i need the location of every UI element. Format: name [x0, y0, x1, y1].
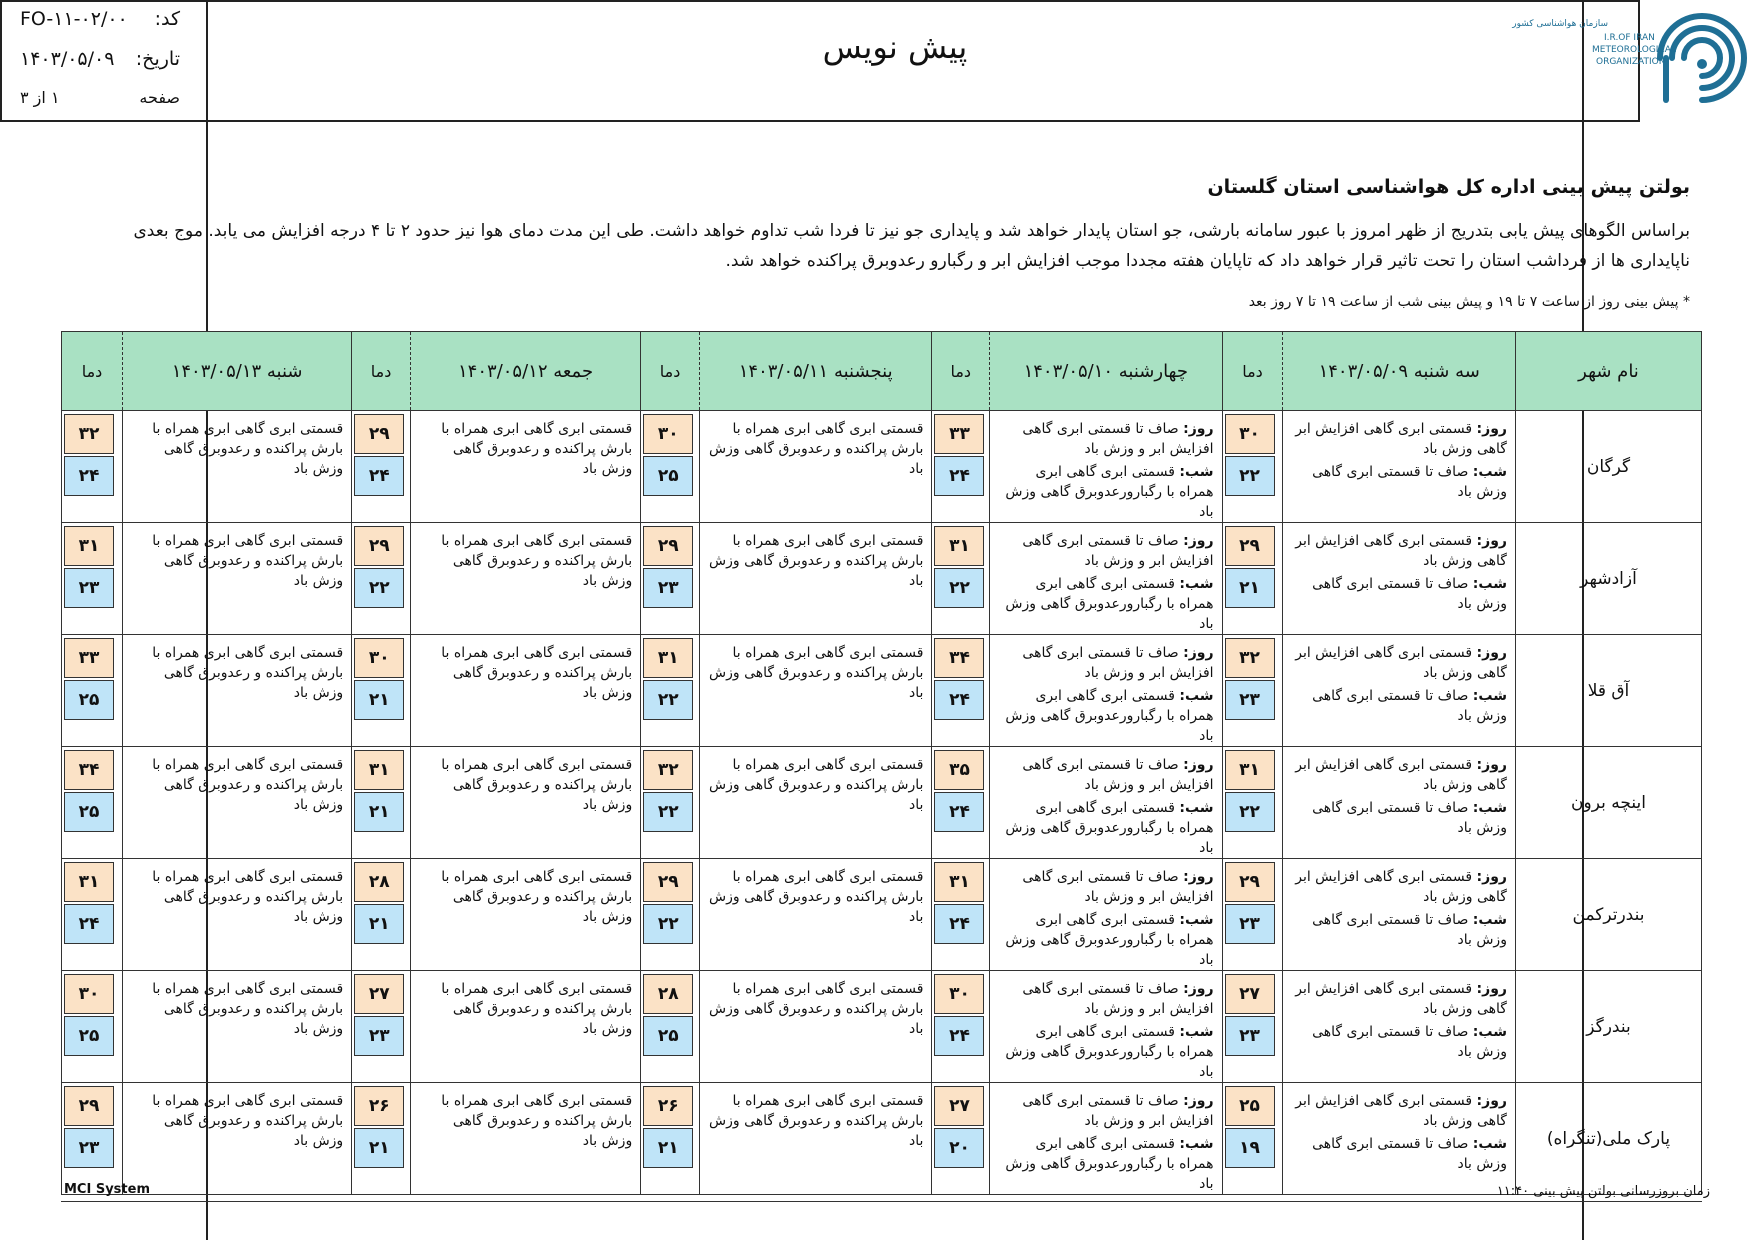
forecast-description	[410, 523, 640, 635]
table-row	[62, 971, 1702, 1083]
forecast-description	[122, 747, 351, 859]
forecast-description	[122, 523, 351, 635]
table-row	[62, 747, 1702, 859]
min-temperature: ۲۵	[643, 456, 693, 496]
day-forecast	[998, 867, 1214, 907]
forecast-table	[61, 331, 1702, 1195]
temperature-cell	[352, 411, 411, 523]
min-temperature: ۲۲	[934, 568, 984, 608]
city-name: آق قلا	[1515, 635, 1701, 747]
table-row	[62, 523, 1702, 635]
temp-column-header: دما	[932, 332, 990, 411]
min-temperature: ۲۱	[1225, 568, 1275, 608]
min-temperature: ۲۳	[64, 1128, 114, 1168]
temperature-cell	[641, 859, 700, 971]
temperature-cell	[641, 411, 700, 523]
temperature-cell	[932, 971, 990, 1083]
temperature-cell	[641, 523, 700, 635]
table-row	[62, 1083, 1702, 1195]
min-temperature: ۲۴	[64, 456, 114, 496]
night-text: قسمتی ابری گاهی ابری همراه با رگبارورعدوبرق گاهی وزش باد	[1005, 1024, 1214, 1080]
forecast-description	[410, 1083, 640, 1195]
day-text: صاف تا قسمتی ابری گاهی افزایش ابر و وزش باد	[1022, 645, 1214, 681]
min-temperature: ۲۳	[1225, 680, 1275, 720]
forecast-description	[1283, 411, 1516, 523]
min-temperature: ۲۳	[1225, 904, 1275, 944]
max-temperature: ۲۹	[1225, 526, 1275, 566]
forecast-text: قسمتی ابری گاهی ابری همراه با بارش پراکنده و رعدوبرق گاهی وزش باد	[152, 757, 344, 813]
page-label: صفحه	[139, 88, 180, 107]
city-name: آزادشهر	[1515, 523, 1701, 635]
min-temperature: ۲۲	[354, 568, 404, 608]
day-forecast	[1291, 867, 1507, 907]
max-temperature: ۲۹	[1225, 862, 1275, 902]
forecast-description	[1283, 635, 1516, 747]
forecast-description	[122, 635, 351, 747]
night-label: شب:	[1472, 800, 1507, 816]
temp-column-header: دما	[1222, 332, 1283, 411]
temperature-cell	[1222, 747, 1283, 859]
day-column-header: سه شنبه ۱۴۰۳/۰۵/۰۹	[1283, 332, 1516, 411]
min-temperature: ۱۹	[1225, 1128, 1275, 1168]
day-text: صاف تا قسمتی ابری گاهی افزایش ابر و وزش باد	[1022, 869, 1214, 905]
forecast-text: قسمتی ابری گاهی ابری همراه با بارش پراکنده و رعدوبرق گاهی وزش باد	[152, 869, 344, 925]
max-temperature: ۳۰	[64, 974, 114, 1014]
day-label: روز:	[1183, 757, 1214, 773]
night-text: صاف تا قسمتی ابری گاهی وزش باد	[1312, 1024, 1507, 1060]
night-forecast	[1291, 686, 1507, 726]
day-text: قسمتی ابری گاهی افزایش ابر گاهی وزش باد	[1295, 1093, 1507, 1129]
max-temperature: ۳۳	[934, 414, 984, 454]
day-column-header: جمعه ۱۴۰۳/۰۵/۱۲	[410, 332, 640, 411]
code-value: FO-۱۱-۰۲/۰۰	[20, 8, 128, 30]
date-value: ۱۴۰۳/۰۵/۰۹	[20, 48, 115, 70]
night-text: قسمتی ابری گاهی ابری همراه با رگبارورعدوبرق گاهی وزش باد	[1005, 576, 1214, 632]
min-temperature: ۲۳	[64, 568, 114, 608]
night-forecast	[1291, 462, 1507, 502]
temp-column-header: دما	[641, 332, 700, 411]
temperature-cell	[932, 411, 990, 523]
min-temperature: ۲۱	[354, 792, 404, 832]
max-temperature: ۳۲	[1225, 638, 1275, 678]
page-title: پیش نویس	[822, 28, 968, 66]
day-label: روز:	[1183, 869, 1214, 885]
forecast-text: قسمتی ابری گاهی ابری همراه با بارش پراکنده و رعدوبرق گاهی وزش باد	[152, 645, 344, 701]
forecast-description	[699, 1083, 932, 1195]
forecast-text: قسمتی ابری گاهی ابری همراه با بارش پراکنده و رعدوبرق گاهی وزش باد	[441, 869, 633, 925]
forecast-text: قسمتی ابری گاهی ابری همراه با بارش پراکنده و رعدوبرق گاهی وزش باد	[441, 981, 633, 1037]
max-temperature: ۳۱	[64, 862, 114, 902]
min-temperature: ۲۲	[643, 680, 693, 720]
city-name: پارک ملی(تنگراه)	[1515, 1083, 1701, 1195]
night-text: قسمتی ابری گاهی ابری همراه با رگبارورعدوبرق گاهی وزش باد	[1005, 688, 1214, 744]
forecast-description	[1283, 859, 1516, 971]
min-temperature: ۲۴	[354, 456, 404, 496]
min-temperature: ۲۵	[643, 1016, 693, 1056]
min-temperature: ۲۳	[354, 1016, 404, 1056]
night-text: قسمتی ابری گاهی ابری همراه با رگبارورعدوبرق گاهی وزش باد	[1005, 464, 1214, 520]
day-label: روز:	[1476, 869, 1507, 885]
temperature-cell	[641, 747, 700, 859]
forecast-description	[122, 411, 351, 523]
max-temperature: ۳۱	[1225, 750, 1275, 790]
day-column-header: پنجشنبه ۱۴۰۳/۰۵/۱۱	[699, 332, 932, 411]
day-text: قسمتی ابری گاهی افزایش ابر گاهی وزش باد	[1295, 869, 1507, 905]
min-temperature: ۲۴	[934, 456, 984, 496]
forecast-description	[990, 411, 1223, 523]
night-label: شب:	[1179, 464, 1214, 480]
night-forecast	[998, 574, 1214, 634]
date-label: تاریخ:	[135, 48, 180, 70]
day-forecast	[998, 979, 1214, 1019]
svg-text:METEOROLOGICAL: METEOROLOGICAL	[1592, 45, 1676, 55]
min-temperature: ۲۱	[354, 680, 404, 720]
night-forecast	[1291, 1134, 1507, 1174]
night-text: صاف تا قسمتی ابری گاهی وزش باد	[1312, 800, 1507, 836]
day-label: روز:	[1476, 981, 1507, 997]
footer-divider	[61, 1201, 1702, 1202]
day-forecast	[998, 643, 1214, 683]
min-temperature: ۲۰	[934, 1128, 984, 1168]
forecast-text: قسمتی ابری گاهی ابری همراه با بارش پراکنده و رعدوبرق گاهی وزش باد	[441, 421, 633, 477]
min-temperature: ۲۳	[1225, 1016, 1275, 1056]
max-temperature: ۳۱	[934, 862, 984, 902]
forecast-text: قسمتی ابری گاهی ابری همراه با بارش پراکنده و رعدوبرق گاهی وزش باد	[441, 533, 633, 589]
day-forecast	[1291, 531, 1507, 571]
max-temperature: ۳۴	[934, 638, 984, 678]
min-temperature: ۲۲	[643, 792, 693, 832]
max-temperature: ۳۱	[354, 750, 404, 790]
min-temperature: ۲۴	[934, 680, 984, 720]
night-forecast	[998, 1134, 1214, 1194]
night-label: شب:	[1472, 464, 1507, 480]
forecast-text: قسمتی ابری گاهی ابری همراه با بارش پراکنده و رعدوبرق گاهی وزش باد	[709, 757, 924, 813]
forecast-description	[990, 635, 1223, 747]
forecast-text: قسمتی ابری گاهی ابری همراه با بارش پراکنده و رعدوبرق گاهی وزش باد	[441, 1093, 633, 1149]
temperature-cell	[62, 635, 123, 747]
night-label: شب:	[1179, 912, 1214, 928]
forecast-text: قسمتی ابری گاهی ابری همراه با بارش پراکنده و رعدوبرق گاهی وزش باد	[709, 421, 924, 477]
temperature-cell	[62, 971, 123, 1083]
table-row	[62, 635, 1702, 747]
forecast-text: قسمتی ابری گاهی ابری همراه با بارش پراکنده و رعدوبرق گاهی وزش باد	[152, 981, 344, 1037]
max-temperature: ۳۰	[934, 974, 984, 1014]
forecast-text: قسمتی ابری گاهی ابری همراه با بارش پراکنده و رعدوبرق گاهی وزش باد	[441, 757, 633, 813]
day-forecast	[1291, 979, 1507, 1019]
footer-system-name: MCI System	[64, 1182, 150, 1197]
night-label: شب:	[1472, 576, 1507, 592]
max-temperature: ۲۹	[354, 414, 404, 454]
night-label: شب:	[1179, 1136, 1214, 1152]
svg-text:ORGANIZATION: ORGANIZATION	[1596, 57, 1666, 67]
temperature-cell	[1222, 635, 1283, 747]
day-forecast	[998, 1091, 1214, 1131]
forecast-description	[410, 411, 640, 523]
forecast-text: قسمتی ابری گاهی ابری همراه با بارش پراکنده و رعدوبرق گاهی وزش باد	[709, 869, 924, 925]
max-temperature: ۲۵	[1225, 1086, 1275, 1126]
forecast-description	[699, 635, 932, 747]
city-name: بندرگز	[1515, 971, 1701, 1083]
day-forecast	[998, 755, 1214, 795]
day-label: روز:	[1183, 1093, 1214, 1109]
svg-text:I.R.OF IRAN: I.R.OF IRAN	[1604, 33, 1655, 43]
table-header-row	[62, 332, 1702, 411]
temperature-cell	[1222, 971, 1283, 1083]
day-label: روز:	[1476, 533, 1507, 549]
forecast-description	[122, 971, 351, 1083]
min-temperature: ۲۱	[354, 1128, 404, 1168]
max-temperature: ۳۱	[934, 526, 984, 566]
temperature-cell	[62, 859, 123, 971]
max-temperature: ۲۹	[354, 526, 404, 566]
max-temperature: ۲۶	[643, 1086, 693, 1126]
night-forecast	[1291, 1022, 1507, 1062]
temp-column-header: دما	[62, 332, 123, 411]
forecast-description	[699, 411, 932, 523]
day-text: قسمتی ابری گاهی افزایش ابر گاهی وزش باد	[1295, 421, 1507, 457]
min-temperature: ۲۴	[934, 792, 984, 832]
forecast-text: قسمتی ابری گاهی ابری همراه با بارش پراکنده و رعدوبرق گاهی وزش باد	[709, 533, 924, 589]
forecast-description	[410, 971, 640, 1083]
forecast-text: قسمتی ابری گاهی ابری همراه با بارش پراکنده و رعدوبرق گاهی وزش باد	[709, 645, 924, 701]
max-temperature: ۲۶	[354, 1086, 404, 1126]
night-label: شب:	[1472, 912, 1507, 928]
day-label: روز:	[1476, 1093, 1507, 1109]
forecast-description	[990, 859, 1223, 971]
day-forecast	[1291, 643, 1507, 683]
max-temperature: ۳۰	[1225, 414, 1275, 454]
bulletin-text: براساس الگوهای پیش یابی بتدریج از ظهر امروز با عبور سامانه بارشی، جو استان پایدار خواهد شد و پایداری جو نیز تا فردا شب تداوم خواهد داشت. طی این مدت دمای هوا نیز حدود ۲ تا ۴ درجه افزایش می یابد. موج بعدی ناپایداری ها از فرداشب استان را تحت تاثیر قرار خواهد داد که تاپایان هفته مجددا موجب افزایش ابر و رگبارو رعدوبرق پراکنده خواهد شد.	[133, 221, 1690, 271]
day-forecast	[1291, 1091, 1507, 1131]
max-temperature: ۳۴	[64, 750, 114, 790]
max-temperature: ۳۰	[643, 414, 693, 454]
max-temperature: ۲۸	[354, 862, 404, 902]
temperature-cell	[932, 747, 990, 859]
city-name: اینچه برون	[1515, 747, 1701, 859]
night-label: شب:	[1179, 800, 1214, 816]
day-text: صاف تا قسمتی ابری گاهی افزایش ابر و وزش باد	[1022, 533, 1214, 569]
bulletin-title: بولتن پیش بینی اداره کل هواشناسی استان گلستان	[1207, 176, 1690, 198]
temperature-cell	[641, 971, 700, 1083]
forecast-text: قسمتی ابری گاهی ابری همراه با بارش پراکنده و رعدوبرق گاهی وزش باد	[709, 981, 924, 1037]
forecast-description	[990, 1083, 1223, 1195]
forecast-description	[410, 859, 640, 971]
forecast-description	[699, 523, 932, 635]
day-label: روز:	[1183, 421, 1214, 437]
max-temperature: ۲۷	[354, 974, 404, 1014]
forecast-text: قسمتی ابری گاهی ابری همراه با بارش پراکنده و رعدوبرق گاهی وزش باد	[709, 1093, 924, 1149]
night-forecast	[998, 462, 1214, 522]
min-temperature: ۲۱	[354, 904, 404, 944]
night-text: صاف تا قسمتی ابری گاهی وزش باد	[1312, 464, 1507, 500]
forecast-description	[1283, 971, 1516, 1083]
temperature-cell	[62, 747, 123, 859]
night-text: قسمتی ابری گاهی ابری همراه با رگبارورعدوبرق گاهی وزش باد	[1005, 800, 1214, 856]
day-label: روز:	[1476, 757, 1507, 773]
max-temperature: ۲۸	[643, 974, 693, 1014]
temperature-cell	[352, 635, 411, 747]
footer-update-time: زمان بروزرسانی بولتن پیش بینی ۱۱:۴۰	[1496, 1184, 1710, 1199]
meteorological-organization-logo	[1512, 8, 1746, 112]
temperature-cell	[932, 635, 990, 747]
night-forecast	[1291, 574, 1507, 614]
min-temperature: ۲۲	[643, 904, 693, 944]
day-text: قسمتی ابری گاهی افزایش ابر گاهی وزش باد	[1295, 533, 1507, 569]
min-temperature: ۲۵	[64, 680, 114, 720]
night-label: شب:	[1179, 1024, 1214, 1040]
logo-text: سازمان هواشناسی کشور	[1512, 19, 1608, 29]
forecast-description	[699, 747, 932, 859]
night-label: شب:	[1472, 1136, 1507, 1152]
forecast-description	[1283, 1083, 1516, 1195]
temperature-cell	[62, 411, 123, 523]
temperature-cell	[352, 747, 411, 859]
day-forecast	[998, 419, 1214, 459]
day-forecast	[998, 531, 1214, 571]
night-text: قسمتی ابری گاهی ابری همراه با رگبارورعدوبرق گاهی وزش باد	[1005, 912, 1214, 968]
day-text: قسمتی ابری گاهی افزایش ابر گاهی وزش باد	[1295, 645, 1507, 681]
day-label: روز:	[1183, 533, 1214, 549]
max-temperature: ۳۵	[934, 750, 984, 790]
forecast-text: قسمتی ابری گاهی ابری همراه با بارش پراکنده و رعدوبرق گاهی وزش باد	[152, 1093, 344, 1149]
day-forecast	[1291, 755, 1507, 795]
day-text: صاف تا قسمتی ابری گاهی افزایش ابر و وزش باد	[1022, 981, 1214, 1017]
day-text: صاف تا قسمتی ابری گاهی افزایش ابر و وزش باد	[1022, 421, 1214, 457]
night-forecast	[1291, 910, 1507, 950]
night-forecast	[998, 798, 1214, 858]
document-header	[0, 0, 1676, 122]
temperature-cell	[1222, 1083, 1283, 1195]
max-temperature: ۳۱	[64, 526, 114, 566]
min-temperature: ۲۴	[934, 904, 984, 944]
day-label: روز:	[1183, 645, 1214, 661]
day-label: روز:	[1476, 645, 1507, 661]
day-label: روز:	[1183, 981, 1214, 997]
temp-column-header: دما	[352, 332, 411, 411]
min-temperature: ۲۱	[643, 1128, 693, 1168]
day-column-header: شنبه ۱۴۰۳/۰۵/۱۳	[122, 332, 351, 411]
min-temperature: ۲۵	[64, 1016, 114, 1056]
forecast-description	[1283, 747, 1516, 859]
min-temperature: ۲۲	[1225, 792, 1275, 832]
table-row	[62, 859, 1702, 971]
night-forecast	[998, 686, 1214, 746]
max-temperature: ۲۷	[1225, 974, 1275, 1014]
day-text: صاف تا قسمتی ابری گاهی افزایش ابر و وزش باد	[1022, 757, 1214, 793]
table-row	[62, 411, 1702, 523]
forecast-text: قسمتی ابری گاهی ابری همراه با بارش پراکنده و رعدوبرق گاهی وزش باد	[152, 533, 344, 589]
forecast-text: قسمتی ابری گاهی ابری همراه با بارش پراکنده و رعدوبرق گاهی وزش باد	[441, 645, 633, 701]
max-temperature: ۲۹	[643, 526, 693, 566]
min-temperature: ۲۴	[934, 1016, 984, 1056]
day-text: قسمتی ابری گاهی افزایش ابر گاهی وزش باد	[1295, 757, 1507, 793]
night-forecast	[1291, 798, 1507, 838]
forecast-description	[990, 747, 1223, 859]
forecast-description	[1283, 523, 1516, 635]
max-temperature: ۳۲	[643, 750, 693, 790]
night-text: صاف تا قسمتی ابری گاهی وزش باد	[1312, 1136, 1507, 1172]
day-label: روز:	[1476, 421, 1507, 437]
temperature-cell	[932, 523, 990, 635]
temperature-cell	[1222, 523, 1283, 635]
day-text: صاف تا قسمتی ابری گاهی افزایش ابر و وزش باد	[1022, 1093, 1214, 1129]
forecast-text: قسمتی ابری گاهی ابری همراه با بارش پراکنده و رعدوبرق گاهی وزش باد	[152, 421, 344, 477]
day-text: قسمتی ابری گاهی افزایش ابر گاهی وزش باد	[1295, 981, 1507, 1017]
night-label: شب:	[1472, 688, 1507, 704]
temperature-cell	[62, 1083, 123, 1195]
forecast-time-note: * پیش بینی روز از ساعت ۷ تا ۱۹ و پیش بینی شب از ساعت ۱۹ تا ۷ روز بعد	[1248, 294, 1690, 310]
min-temperature: ۲۵	[64, 792, 114, 832]
min-temperature: ۲۴	[64, 904, 114, 944]
page-value: ۱ از ۳	[20, 88, 60, 107]
forecast-description	[699, 859, 932, 971]
max-temperature: ۳۳	[64, 638, 114, 678]
max-temperature: ۳۲	[64, 414, 114, 454]
max-temperature: ۲۹	[643, 862, 693, 902]
night-text: صاف تا قسمتی ابری گاهی وزش باد	[1312, 912, 1507, 948]
max-temperature: ۲۷	[934, 1086, 984, 1126]
night-label: شب:	[1179, 688, 1214, 704]
temperature-cell	[1222, 411, 1283, 523]
city-name: گرگان	[1515, 411, 1701, 523]
day-forecast	[1291, 419, 1507, 459]
forecast-description	[699, 971, 932, 1083]
min-temperature: ۲۳	[643, 568, 693, 608]
max-temperature: ۳۰	[354, 638, 404, 678]
forecast-description	[410, 747, 640, 859]
min-temperature: ۲۲	[1225, 456, 1275, 496]
temperature-cell	[352, 523, 411, 635]
night-forecast	[998, 910, 1214, 970]
max-temperature: ۲۹	[64, 1086, 114, 1126]
temperature-cell	[62, 523, 123, 635]
city-name: بندرترکمن	[1515, 859, 1701, 971]
city-column-header: نام شهر	[1515, 332, 1701, 411]
temperature-cell	[932, 859, 990, 971]
forecast-description	[122, 859, 351, 971]
night-text: قسمتی ابری گاهی ابری همراه با رگبارورعدوبرق گاهی وزش باد	[1005, 1136, 1214, 1192]
code-label: کد:	[154, 8, 180, 30]
night-label: شب:	[1179, 576, 1214, 592]
temperature-cell	[641, 1083, 700, 1195]
temperature-cell	[352, 859, 411, 971]
temperature-cell	[932, 1083, 990, 1195]
temperature-cell	[1222, 859, 1283, 971]
day-column-header: چهارشنبه ۱۴۰۳/۰۵/۱۰	[990, 332, 1223, 411]
forecast-description	[990, 523, 1223, 635]
night-text: صاف تا قسمتی ابری گاهی وزش باد	[1312, 576, 1507, 612]
temperature-cell	[352, 1083, 411, 1195]
night-label: شب:	[1472, 1024, 1507, 1040]
temperature-cell	[641, 635, 700, 747]
night-forecast	[998, 1022, 1214, 1082]
forecast-description	[410, 635, 640, 747]
forecast-description	[122, 1083, 351, 1195]
night-text: صاف تا قسمتی ابری گاهی وزش باد	[1312, 688, 1507, 724]
forecast-description	[990, 971, 1223, 1083]
max-temperature: ۳۱	[643, 638, 693, 678]
temperature-cell	[352, 971, 411, 1083]
